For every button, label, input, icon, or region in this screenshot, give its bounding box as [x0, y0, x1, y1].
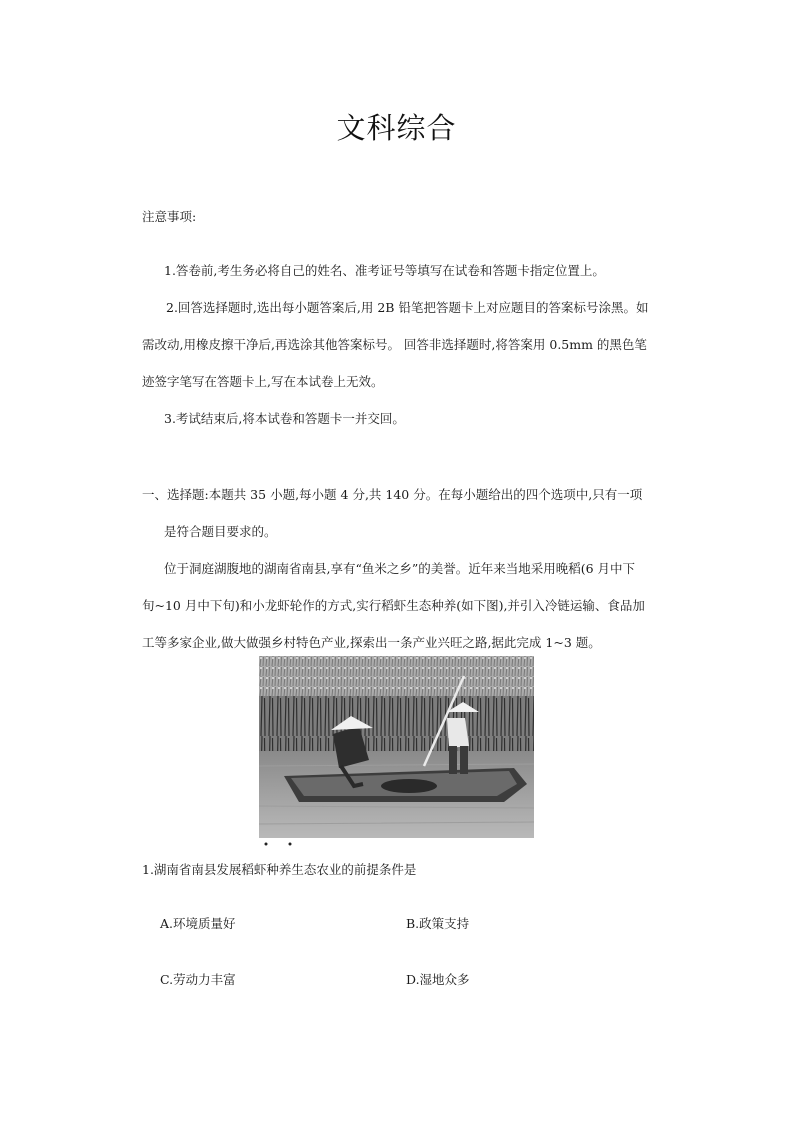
notice-item-2-line-3: 迹签字笔写在答题卡上,写在本试卷上无效。: [142, 374, 384, 389]
section-heading-line-2: 是符合题目要求的。: [164, 524, 277, 539]
rice-shrimp-farming-photo: [259, 656, 534, 838]
notice-item-2-line-2: 需改动,用橡皮擦干净后,再选涂其他答案标号。 回答非选择题时,将答案用 0.5mm 的黑色笔: [142, 337, 647, 352]
question-1-stem: 1.湖南省南县发展稻虾种养生态农业的前提条件是: [142, 862, 417, 877]
passage-line-3: 工等多家企业,做大做强乡村特色产业,探索出一条产业兴旺之路,据此完成 1~3 题。: [142, 635, 601, 650]
notice-item-3: 3.考试结束后,将本试卷和答题卡一并交回。: [164, 411, 405, 426]
notice-item-2-line-1: 2.回答选择题时,选出每小题答案后,用 2B 铅笔把答题卡上对应题目的答案标号涂黑。如: [166, 300, 649, 315]
page-title: 文科综合: [336, 111, 457, 145]
section-heading-line-1: 一、选择题:本题共 35 小题,每小题 4 分,共 140 分。在每小题给出的四个选项中,只有一项: [142, 487, 643, 502]
passage-line-1: 位于洞庭湖腹地的湖南省南县,享有“鱼米之乡”的美誉。近年来当地采用晚稻(6 月中下: [164, 561, 636, 576]
notice-heading: 注意事项:: [142, 209, 197, 224]
photo-dots: [262, 840, 292, 848]
question-1-option-d[interactable]: D.湿地众多: [406, 972, 470, 987]
passage-line-2: 旬~10 月中下旬)和小龙虾轮作的方式,实行稻虾生态种养(如下图),并引入冷链运输、食品加: [142, 598, 645, 613]
photo-illustration: [259, 656, 534, 838]
question-1-option-a[interactable]: A.环境质量好: [160, 916, 236, 931]
question-1-option-b[interactable]: B.政策支持: [406, 916, 470, 931]
notice-item-1: 1.答卷前,考生务必将自己的姓名、准考证号等填写在试卷和答题卡指定位置上。: [164, 263, 605, 278]
question-1-option-c[interactable]: C.劳动力丰富: [160, 972, 236, 987]
